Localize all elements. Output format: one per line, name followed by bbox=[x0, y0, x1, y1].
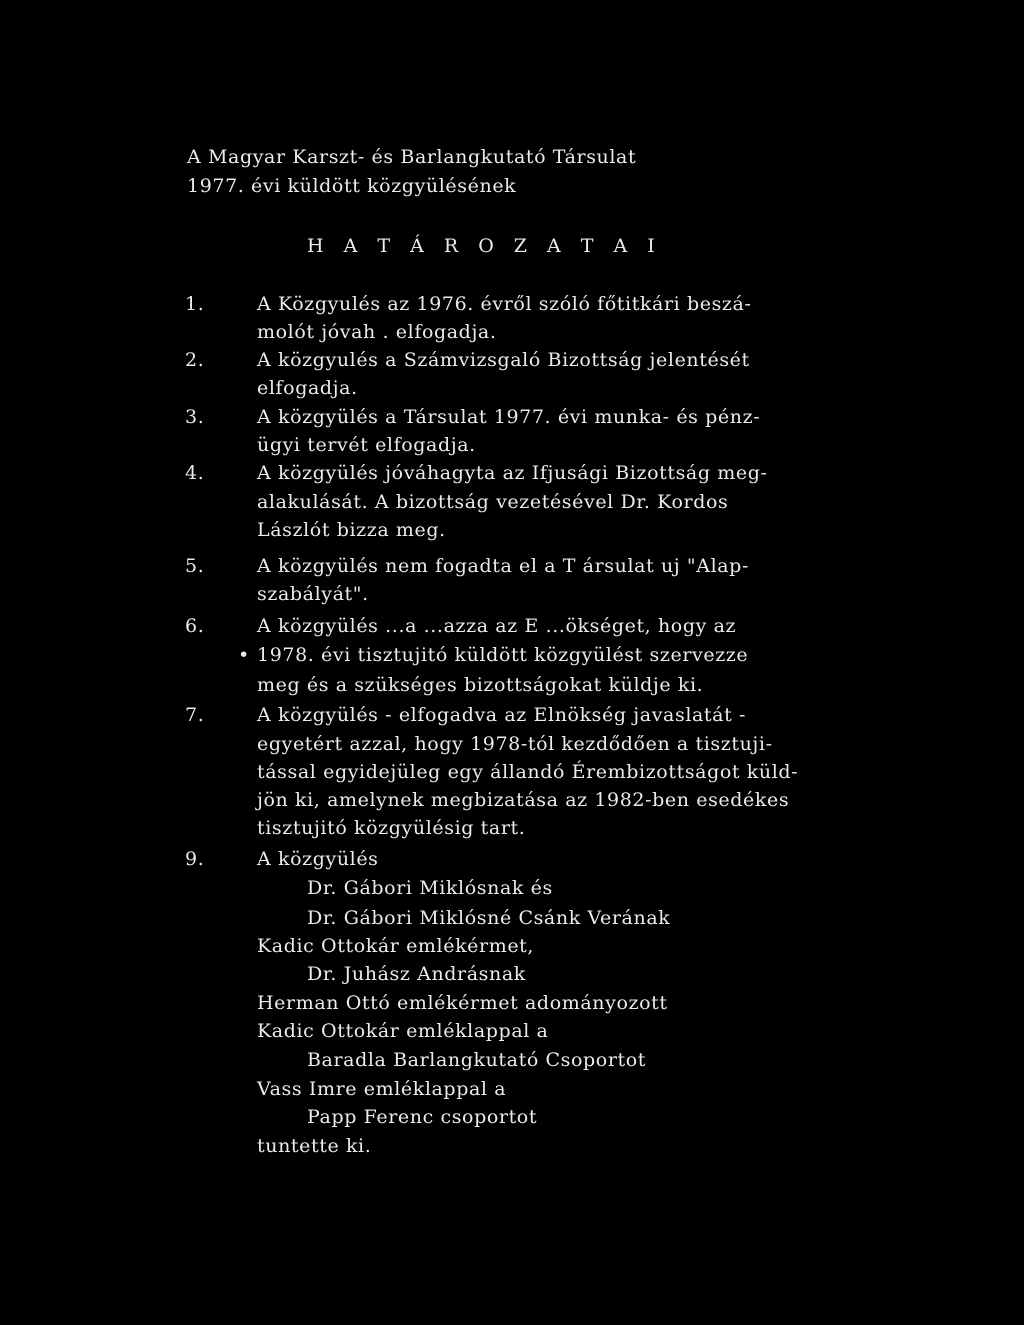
item-6-line-3: meg és a szükséges bizottságokat küldje ki. bbox=[257, 674, 704, 696]
item-7-line-4: jön ki, amelynek megbizatása az 1982-ben esedékes bbox=[257, 789, 790, 811]
header-line-2: 1977. évi küldött közgyülésének bbox=[187, 175, 517, 197]
item-3-line-2: ügyi tervét elfogadja. bbox=[257, 434, 476, 456]
header-line-1: A Magyar Karszt- és Barlangkutató Társulat bbox=[187, 146, 637, 168]
award-line-7: Baradla Barlangkutató Csoportot bbox=[307, 1049, 647, 1071]
item-7-line-3: tással egyidejüleg egy állandó Érembizottságot küld- bbox=[257, 761, 799, 783]
item-1-line-1: A Közgyulés az 1976. évről szóló főtitkári beszá- bbox=[257, 293, 752, 315]
item-7-line-1: A közgyülés - elfogadva az Elnökség javaslatát - bbox=[257, 704, 746, 726]
item-6-line-2: 1978. évi tisztujitó küldött közgyülést szervezze bbox=[257, 644, 749, 666]
item-6-number: 6. bbox=[185, 615, 205, 637]
award-line-2: Dr. Gábori Miklósné Csánk Verának bbox=[307, 907, 671, 929]
award-line-4: Dr. Juhász Andrásnak bbox=[307, 963, 526, 985]
item-1-number: 1. bbox=[185, 293, 205, 315]
page-title: H A T Á R O Z A T A I bbox=[307, 235, 662, 257]
award-line-8: Vass Imre emléklappal a bbox=[257, 1078, 507, 1100]
item-5-line-2: szabályát". bbox=[257, 583, 369, 605]
award-line-3: Kadic Ottokár emlékérmet, bbox=[257, 935, 535, 957]
item-4-line-1: A közgyülés jóváhagyta az Ifjusági Bizottság meg- bbox=[257, 462, 768, 484]
item-5-line-1: A közgyülés nem fogadta el a T ársulat uj "Alap- bbox=[257, 555, 749, 577]
award-line-9: Papp Ferenc csoportot bbox=[307, 1106, 538, 1128]
item-2-line-2: elfogadja. bbox=[257, 377, 358, 399]
award-line-1: Dr. Gábori Miklósnak és bbox=[307, 877, 553, 899]
item-7-number: 7. bbox=[185, 704, 205, 726]
item-3-line-1: A közgyülés a Társulat 1977. évi munka- és pénz- bbox=[257, 406, 761, 428]
award-line-5: Herman Ottó emlékérmet adományozott bbox=[257, 992, 668, 1014]
item-9-number: 9. bbox=[185, 848, 205, 870]
item-3-number: 3. bbox=[185, 406, 205, 428]
item-7-line-5: tisztujitó közgyülésig tart. bbox=[257, 817, 526, 839]
item-4-number: 4. bbox=[185, 462, 205, 484]
item-6-line-1: A közgyülés ...a ...azza az E ...ökséget, hogy az bbox=[257, 615, 737, 637]
item-1-line-2: molót jóvah . elfogadja. bbox=[257, 321, 497, 343]
item-4-line-3: Lászlót bizza meg. bbox=[257, 519, 446, 541]
item-5-number: 5. bbox=[185, 555, 205, 577]
item-2-number: 2. bbox=[185, 349, 205, 371]
item-2-line-1: A közgyulés a Számvizsgaló Bizottság jelentését bbox=[257, 349, 750, 371]
item-9-line-1: A közgyülés bbox=[257, 848, 379, 870]
award-line-10: tuntette ki. bbox=[257, 1135, 372, 1157]
item-7-line-2: egyetért azzal, hogy 1978-tól kezdődően a tisztuji- bbox=[257, 733, 773, 755]
item-6-bullet: • bbox=[238, 644, 250, 666]
award-line-6: Kadic Ottokár emléklappal a bbox=[257, 1020, 549, 1042]
item-4-line-2: alakulását. A bizottság vezetésével Dr. Kordos bbox=[257, 491, 729, 513]
